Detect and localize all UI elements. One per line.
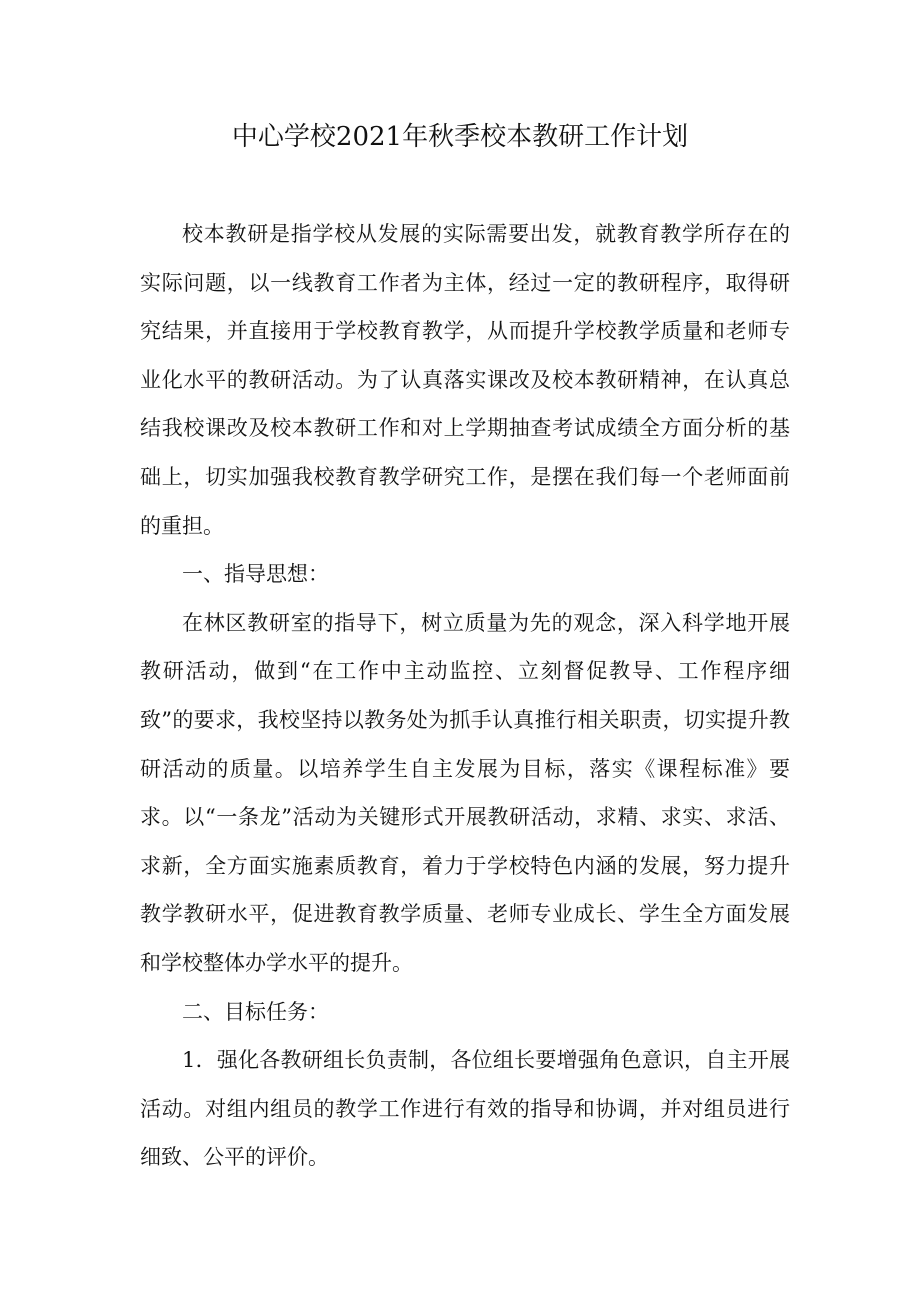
goal-item-1: 1．强化各教研组长负责制，各位组长要增强角色意识，自主开展活动。对组内组员的教学工作进行有效的指导和协调，并对组员进行细致、公平的评价。 xyxy=(140,1048,790,1170)
document-title: 中心学校2021年秋季校本教研工作计划 xyxy=(231,122,689,152)
intro-paragraph: 校本教研是指学校从发展的实际需要出发，就教育教学所存在的实际问题，以一线教育工作者为主体，经过一定的教研程序，取得研究结果，并直接用于学校教育教学，从而提升学校教学质量和老师专业化水平的教研活动。为了认真落实课改及校本教研精神，在认真总结我校课改及校本教研工作和对上学期抽查考试成绩全方面分析的基础上，切实加强我校教育教学研究工作，是摆在我们每一个老师面前的重担。 xyxy=(140,222,790,538)
section-heading-guiding-thought: 一、指导思想： xyxy=(182,562,329,587)
guiding-thought-paragraph: 在林区教研室的指导下，树立质量为先的观念，深入科学地开展教研活动，做到“在工作中主动监控、立刻督促教导、工作程序细致”的要求，我校坚持以教务处为抓手认真推行相关职责，切实提升教研活动的质量。以培养学生自主发展为目标，落实《课程标准》要求。以“一条龙”活动为关键形式开展教研活动，求精、求实、求活、求新，全方面实施素质教育，着力于学校特色内涵的发展，努力提升教学教研水平，促进教育教学质量、老师专业成长、学生全方面发展和学校整体办学水平的提升。 xyxy=(140,610,790,975)
section-heading-goals: 二、目标任务： xyxy=(182,999,329,1024)
document-body xyxy=(140,210,790,1182)
